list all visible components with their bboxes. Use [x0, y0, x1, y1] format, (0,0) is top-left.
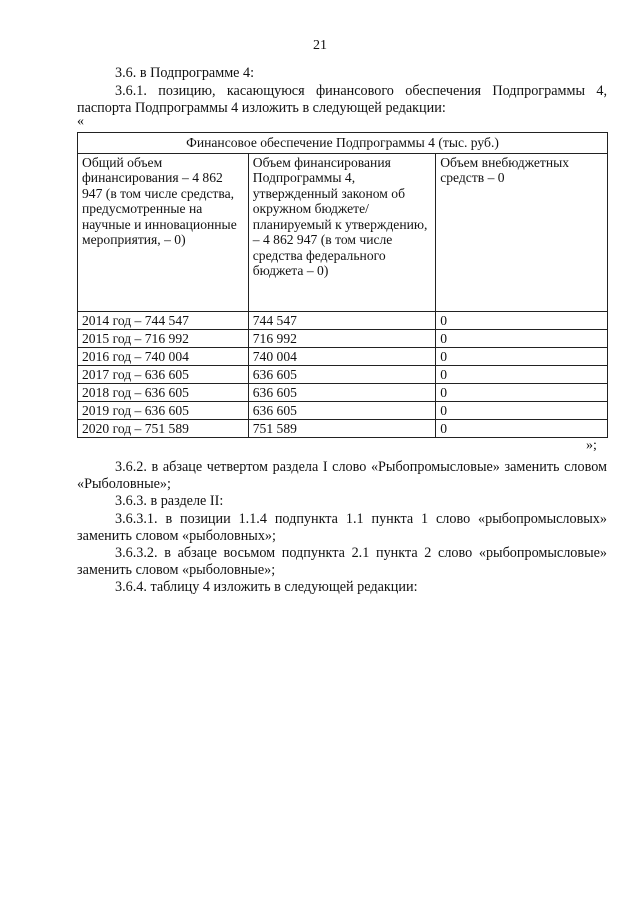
year-total-cell: 2020 год – 751 589: [78, 419, 249, 437]
header-budget-financing: Объем финансирования Подпрограммы 4, утвержденный законом об окружном бюджете/ планируемый к утверждению, – 4 862 947 (в том числе средства федерального бюджета – 0): [248, 153, 435, 311]
year-total-cell: 2019 год – 636 605: [78, 401, 249, 419]
extrabudgetary-cell: 0: [436, 383, 608, 401]
extrabudgetary-cell: 0: [436, 311, 608, 329]
table-row: [78, 419, 608, 437]
extrabudgetary-cell: 0: [436, 329, 608, 347]
budget-cell: 744 547: [248, 311, 435, 329]
year-total-cell: 2017 год – 636 605: [78, 365, 249, 383]
year-total-cell: 2015 год – 716 992: [78, 329, 249, 347]
item-3-6-3-text: 3.6.3. в разделе II:: [115, 493, 224, 509]
table-row: [78, 383, 608, 401]
table-row: [78, 365, 608, 383]
budget-cell: 751 589: [248, 419, 435, 437]
table-row: [78, 329, 608, 347]
year-total-cell: 2016 год – 740 004: [78, 347, 249, 365]
extrabudgetary-cell: 0: [436, 347, 608, 365]
budget-cell: 636 605: [248, 383, 435, 401]
opening-quote: «: [77, 114, 84, 129]
header-total-financing: Общий объем финансирования – 4 862 947 (в том числе средства, предусмотренные на научные и инновационные мероприятия, – 0): [78, 153, 249, 311]
page-number: 21: [313, 38, 327, 53]
extrabudgetary-cell: 0: [436, 365, 608, 383]
budget-cell: 636 605: [248, 401, 435, 419]
table-row: [78, 347, 608, 365]
budget-cell: 636 605: [248, 365, 435, 383]
item-3-6-3-2-text: 3.6.3.2. в абзаце восьмом подпункта 2.1 пункта 2 слово «рыбопромысловые» заменить словом «рыболовные»;: [77, 545, 607, 578]
item-3-6-1-text: 3.6.1. позицию, касающуюся финансового обеспечения Подпрограммы 4, паспорта Подпрограммы 4 изложить в следующей редакции:: [77, 83, 607, 116]
budget-cell: 716 992: [248, 329, 435, 347]
table-caption: Финансовое обеспечение Подпрограммы 4 (тыс. руб.): [78, 133, 608, 154]
extrabudgetary-cell: 0: [436, 419, 608, 437]
table-row: [78, 311, 608, 329]
financing-table: [77, 132, 608, 438]
item-3-6-4-text: 3.6.4. таблицу 4 изложить в следующей редакции:: [115, 579, 418, 595]
item-3-6-2-text: 3.6.2. в абзаце четвертом раздела I слово «Рыбопромысловые» заменить словом «Рыболовные»;: [77, 459, 607, 492]
header-extrabudgetary: Объем внебюджетных средств – 0: [436, 153, 608, 311]
section-heading: 3.6. в Подпрограмме 4:: [115, 65, 255, 81]
year-total-cell: 2014 год – 744 547: [78, 311, 249, 329]
year-total-cell: 2018 год – 636 605: [78, 383, 249, 401]
table-row: [78, 401, 608, 419]
extrabudgetary-cell: 0: [436, 401, 608, 419]
budget-cell: 740 004: [248, 347, 435, 365]
closing-quote: »;: [586, 438, 597, 453]
item-3-6-3-1-text: 3.6.3.1. в позиции 1.1.4 подпункта 1.1 пункта 1 слово «рыбопромысловых» заменить словом «рыболовных»;: [77, 511, 607, 544]
